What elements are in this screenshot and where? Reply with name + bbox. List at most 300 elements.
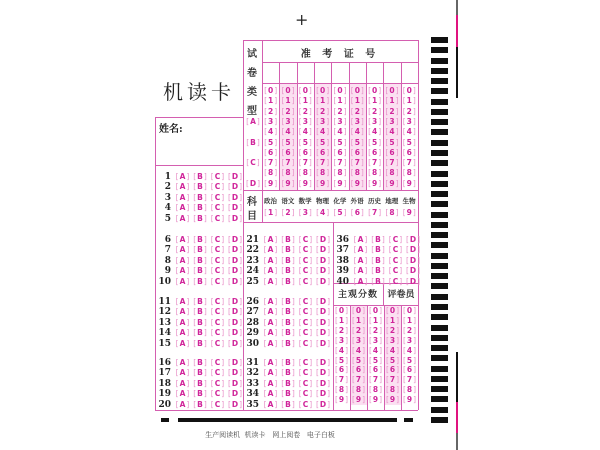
admission-digit-bubble[interactable]: [ 3 ] (349, 117, 366, 127)
answer-bubble-C[interactable]: [ C ] (209, 203, 226, 213)
answer-bubble-D[interactable]: [ D ] (315, 358, 332, 368)
admission-digit-bubble[interactable]: [ 7 ] (349, 158, 366, 168)
subject-bubble[interactable]: [ 8 ] (383, 208, 400, 218)
answer-bubble-C[interactable]: [ C ] (297, 307, 314, 317)
score-digit-bubble[interactable]: [ 7 ] (333, 375, 350, 385)
admission-digit-bubble[interactable]: [ 7 ] (297, 158, 314, 168)
answer-bubble-B[interactable]: [ B ] (280, 245, 297, 255)
admission-digit-bubble[interactable]: [ 7 ] (331, 158, 348, 168)
answer-bubble-B[interactable]: [ B ] (192, 172, 209, 182)
score-digit-bubble[interactable]: [ 3 ] (384, 336, 401, 346)
answer-bubble-A[interactable]: [ A ] (174, 389, 191, 399)
answer-bubble-B[interactable]: [ B ] (192, 368, 209, 378)
answer-bubble-C[interactable]: [ C ] (297, 256, 314, 266)
answer-bubble-C[interactable]: [ C ] (297, 245, 314, 255)
score-digit-bubble[interactable]: [ 1 ] (367, 316, 384, 326)
answer-bubble-C[interactable]: [ C ] (209, 182, 226, 192)
answer-bubble-B[interactable]: [ B ] (192, 182, 209, 192)
answer-bubble-D[interactable]: [ D ] (227, 339, 244, 349)
admission-digit-bubble[interactable]: [ 4 ] (401, 127, 418, 137)
answer-bubble-A[interactable]: [ A ] (262, 400, 279, 410)
admission-digit-bubble[interactable]: [ 3 ] (401, 117, 418, 127)
answer-bubble-A[interactable]: [ A ] (174, 339, 191, 349)
answer-bubble-C[interactable]: [ C ] (387, 256, 404, 266)
score-digit-bubble[interactable]: [ 5 ] (333, 356, 350, 366)
answer-bubble-D[interactable]: [ D ] (405, 266, 422, 276)
answer-bubble-A[interactable]: [ A ] (174, 328, 191, 338)
score-digit-bubble[interactable]: [ 1 ] (350, 316, 367, 326)
admission-digit-bubble[interactable]: [ 3 ] (279, 117, 296, 127)
answer-bubble-D[interactable]: [ D ] (315, 297, 332, 307)
answer-bubble-A[interactable]: [ A ] (262, 328, 279, 338)
score-digit-bubble[interactable]: [ 8 ] (350, 385, 367, 395)
answer-bubble-B[interactable]: [ B ] (192, 277, 209, 287)
score-digit-bubble[interactable]: [ 1 ] (401, 316, 418, 326)
answer-bubble-D[interactable]: [ D ] (315, 389, 332, 399)
answer-bubble-B[interactable]: [ B ] (192, 328, 209, 338)
admission-digit-bubble[interactable]: [ 1 ] (366, 96, 383, 106)
answer-bubble-A[interactable]: [ A ] (174, 245, 191, 255)
answer-bubble-C[interactable]: [ C ] (209, 172, 226, 182)
admission-digit-bubble[interactable]: [ 6 ] (366, 148, 383, 158)
answer-bubble-D[interactable]: [ D ] (315, 318, 332, 328)
admission-digit-bubble[interactable]: [ 8 ] (383, 168, 400, 178)
answer-bubble-D[interactable]: [ D ] (405, 256, 422, 266)
admission-digit-bubble[interactable]: [ 9 ] (331, 179, 348, 189)
answer-bubble-B[interactable]: [ B ] (280, 277, 297, 287)
answer-bubble-B[interactable]: [ B ] (192, 203, 209, 213)
admission-digit-bubble[interactable]: [ 5 ] (401, 138, 418, 148)
admission-digit-bubble[interactable]: [ 5 ] (366, 138, 383, 148)
answer-bubble-D[interactable]: [ D ] (315, 277, 332, 287)
admission-digit-bubble[interactable]: [ 1 ] (262, 96, 279, 106)
answer-bubble-C[interactable]: [ C ] (297, 339, 314, 349)
answer-bubble-C[interactable]: [ C ] (297, 379, 314, 389)
admission-digit-bubble[interactable]: [ 2 ] (279, 107, 296, 117)
admission-digit-bubble[interactable]: [ 7 ] (366, 158, 383, 168)
answer-bubble-A[interactable]: [ A ] (352, 245, 369, 255)
admission-digit-bubble[interactable]: [ 8 ] (262, 168, 279, 178)
answer-bubble-B[interactable]: [ B ] (192, 379, 209, 389)
answer-bubble-C[interactable]: [ C ] (297, 368, 314, 378)
admission-digit-bubble[interactable]: [ 5 ] (314, 138, 331, 148)
admission-digit-bubble[interactable]: [ 0 ] (314, 86, 331, 96)
score-digit-bubble[interactable]: [ 1 ] (333, 316, 350, 326)
score-digit-bubble[interactable]: [ 4 ] (384, 346, 401, 356)
answer-bubble-A[interactable]: [ A ] (174, 307, 191, 317)
answer-bubble-B[interactable]: [ B ] (192, 235, 209, 245)
answer-bubble-B[interactable]: [ B ] (192, 389, 209, 399)
admission-digit-bubble[interactable]: [ 8 ] (314, 168, 331, 178)
admission-digit-bubble[interactable]: [ 9 ] (401, 179, 418, 189)
admission-digit-bubble[interactable]: [ 2 ] (297, 107, 314, 117)
answer-bubble-C[interactable]: [ C ] (209, 245, 226, 255)
admission-digit-bubble[interactable]: [ 5 ] (279, 138, 296, 148)
answer-bubble-B[interactable]: [ B ] (370, 256, 387, 266)
admission-digit-bubble[interactable]: [ 3 ] (314, 117, 331, 127)
answer-bubble-C[interactable]: [ C ] (209, 277, 226, 287)
admission-digit-bubble[interactable]: [ 0 ] (366, 86, 383, 96)
answer-bubble-C[interactable]: [ C ] (209, 400, 226, 410)
answer-bubble-D[interactable]: [ D ] (315, 339, 332, 349)
answer-bubble-C[interactable]: [ C ] (209, 389, 226, 399)
answer-bubble-A[interactable]: [ A ] (352, 277, 369, 287)
admission-digit-bubble[interactable]: [ 3 ] (297, 117, 314, 127)
answer-bubble-A[interactable]: [ A ] (262, 266, 279, 276)
admission-digit-bubble[interactable]: [ 0 ] (349, 86, 366, 96)
admission-digit-bubble[interactable]: [ 2 ] (401, 107, 418, 117)
answer-bubble-A[interactable]: [ A ] (174, 193, 191, 203)
answer-bubble-D[interactable]: [ D ] (227, 182, 244, 192)
answer-bubble-D[interactable]: [ D ] (227, 277, 244, 287)
subject-bubble[interactable]: [ 4 ] (314, 208, 331, 218)
subject-bubble[interactable]: [ 3 ] (297, 208, 314, 218)
answer-bubble-C[interactable]: [ C ] (297, 328, 314, 338)
answer-bubble-B[interactable]: [ B ] (280, 307, 297, 317)
admission-digit-bubble[interactable]: [ 0 ] (331, 86, 348, 96)
answer-bubble-B[interactable]: [ B ] (192, 245, 209, 255)
answer-bubble-D[interactable]: [ D ] (315, 245, 332, 255)
subject-bubble[interactable]: [ 6 ] (349, 208, 366, 218)
answer-bubble-C[interactable]: [ C ] (209, 297, 226, 307)
answer-bubble-D[interactable]: [ D ] (315, 379, 332, 389)
answer-bubble-D[interactable]: [ D ] (227, 400, 244, 410)
answer-bubble-D[interactable]: [ D ] (315, 256, 332, 266)
answer-bubble-C[interactable]: [ C ] (209, 193, 226, 203)
answer-bubble-D[interactable]: [ D ] (227, 368, 244, 378)
admission-digit-bubble[interactable]: [ 0 ] (383, 86, 400, 96)
answer-bubble-A[interactable]: [ A ] (262, 307, 279, 317)
admission-digit-bubble[interactable]: [ 9 ] (314, 179, 331, 189)
admission-digit-bubble[interactable]: [ 6 ] (383, 148, 400, 158)
score-digit-bubble[interactable]: [ 6 ] (401, 365, 418, 375)
answer-bubble-D[interactable]: [ D ] (227, 172, 244, 182)
admission-digit-bubble[interactable]: [ 6 ] (297, 148, 314, 158)
score-digit-bubble[interactable]: [ 7 ] (384, 375, 401, 385)
answer-bubble-A[interactable]: [ A ] (352, 235, 369, 245)
answer-bubble-D[interactable]: [ D ] (227, 193, 244, 203)
answer-bubble-C[interactable]: [ C ] (387, 235, 404, 245)
exam-type-bubble-D[interactable]: [ D ] (244, 179, 262, 189)
admission-digit-bubble[interactable]: [ 8 ] (297, 168, 314, 178)
answer-bubble-D[interactable]: [ D ] (227, 389, 244, 399)
answer-bubble-D[interactable]: [ D ] (227, 266, 244, 276)
answer-bubble-C[interactable]: [ C ] (209, 256, 226, 266)
score-digit-bubble[interactable]: [ 9 ] (401, 395, 418, 405)
answer-bubble-A[interactable]: [ A ] (174, 277, 191, 287)
answer-bubble-D[interactable]: [ D ] (405, 245, 422, 255)
score-digit-bubble[interactable]: [ 8 ] (367, 385, 384, 395)
answer-bubble-C[interactable]: [ C ] (209, 379, 226, 389)
answer-bubble-B[interactable]: [ B ] (192, 318, 209, 328)
answer-bubble-A[interactable]: [ A ] (174, 182, 191, 192)
admission-digit-bubble[interactable]: [ 6 ] (279, 148, 296, 158)
answer-bubble-C[interactable]: [ C ] (387, 245, 404, 255)
answer-bubble-A[interactable]: [ A ] (174, 203, 191, 213)
exam-type-bubble-C[interactable]: [ C ] (244, 158, 262, 168)
answer-bubble-B[interactable]: [ B ] (192, 266, 209, 276)
admission-digit-bubble[interactable]: [ 4 ] (297, 127, 314, 137)
answer-bubble-A[interactable]: [ A ] (352, 256, 369, 266)
answer-bubble-A[interactable]: [ A ] (174, 379, 191, 389)
answer-bubble-A[interactable]: [ A ] (174, 256, 191, 266)
answer-bubble-D[interactable]: [ D ] (315, 400, 332, 410)
admission-digit-bubble[interactable]: [ 4 ] (279, 127, 296, 137)
answer-bubble-D[interactable]: [ D ] (405, 235, 422, 245)
answer-bubble-C[interactable]: [ C ] (297, 277, 314, 287)
answer-bubble-A[interactable]: [ A ] (262, 379, 279, 389)
admission-digit-bubble[interactable]: [ 1 ] (314, 96, 331, 106)
answer-bubble-B[interactable]: [ B ] (280, 400, 297, 410)
answer-bubble-C[interactable]: [ C ] (209, 235, 226, 245)
answer-bubble-B[interactable]: [ B ] (370, 266, 387, 276)
answer-bubble-C[interactable]: [ C ] (209, 328, 226, 338)
admission-digit-bubble[interactable]: [ 4 ] (331, 127, 348, 137)
admission-digit-bubble[interactable]: [ 0 ] (401, 86, 418, 96)
answer-bubble-B[interactable]: [ B ] (192, 256, 209, 266)
admission-digit-bubble[interactable]: [ 9 ] (297, 179, 314, 189)
exam-type-bubble-B[interactable]: [ B ] (244, 138, 262, 148)
answer-bubble-A[interactable]: [ A ] (262, 297, 279, 307)
answer-bubble-C[interactable]: [ C ] (387, 277, 404, 287)
answer-bubble-A[interactable]: [ A ] (262, 318, 279, 328)
score-digit-bubble[interactable]: [ 5 ] (401, 356, 418, 366)
answer-bubble-A[interactable]: [ A ] (262, 245, 279, 255)
admission-digit-bubble[interactable]: [ 6 ] (314, 148, 331, 158)
score-digit-bubble[interactable]: [ 6 ] (333, 365, 350, 375)
answer-bubble-B[interactable]: [ B ] (280, 339, 297, 349)
answer-bubble-D[interactable]: [ D ] (227, 245, 244, 255)
subject-bubble[interactable]: [ 1 ] (262, 208, 279, 218)
admission-digit-bubble[interactable]: [ 9 ] (279, 179, 296, 189)
answer-bubble-D[interactable]: [ D ] (227, 214, 244, 224)
admission-digit-bubble[interactable]: [ 9 ] (349, 179, 366, 189)
score-digit-bubble[interactable]: [ 5 ] (367, 356, 384, 366)
score-digit-bubble[interactable]: [ 4 ] (350, 346, 367, 356)
answer-bubble-C[interactable]: [ C ] (297, 235, 314, 245)
admission-digit-bubble[interactable]: [ 2 ] (383, 107, 400, 117)
admission-digit-bubble[interactable]: [ 2 ] (331, 107, 348, 117)
score-digit-bubble[interactable]: [ 2 ] (367, 326, 384, 336)
score-digit-bubble[interactable]: [ 6 ] (350, 365, 367, 375)
answer-bubble-D[interactable]: [ D ] (315, 328, 332, 338)
score-digit-bubble[interactable]: [ 1 ] (384, 316, 401, 326)
score-digit-bubble[interactable]: [ 7 ] (350, 375, 367, 385)
admission-digit-bubble[interactable]: [ 4 ] (366, 127, 383, 137)
answer-bubble-A[interactable]: [ A ] (352, 266, 369, 276)
answer-bubble-C[interactable]: [ C ] (297, 400, 314, 410)
answer-bubble-A[interactable]: [ A ] (262, 339, 279, 349)
admission-digit-bubble[interactable]: [ 0 ] (262, 86, 279, 96)
answer-bubble-B[interactable]: [ B ] (280, 235, 297, 245)
admission-digit-bubble[interactable]: [ 6 ] (401, 148, 418, 158)
score-digit-bubble[interactable]: [ 2 ] (384, 326, 401, 336)
score-digit-bubble[interactable]: [ 3 ] (367, 336, 384, 346)
admission-digit-bubble[interactable]: [ 2 ] (262, 107, 279, 117)
answer-bubble-B[interactable]: [ B ] (280, 389, 297, 399)
answer-bubble-B[interactable]: [ B ] (280, 358, 297, 368)
score-digit-bubble[interactable]: [ 8 ] (384, 385, 401, 395)
answer-bubble-D[interactable]: [ D ] (227, 256, 244, 266)
score-digit-bubble[interactable]: [ 2 ] (401, 326, 418, 336)
answer-bubble-A[interactable]: [ A ] (262, 235, 279, 245)
score-digit-bubble[interactable]: [ 2 ] (350, 326, 367, 336)
answer-bubble-A[interactable]: [ A ] (262, 358, 279, 368)
answer-bubble-A[interactable]: [ A ] (174, 235, 191, 245)
admission-digit-bubble[interactable]: [ 1 ] (297, 96, 314, 106)
answer-bubble-D[interactable]: [ D ] (315, 307, 332, 317)
admission-digit-bubble[interactable]: [ 3 ] (331, 117, 348, 127)
answer-bubble-C[interactable]: [ C ] (297, 358, 314, 368)
score-digit-bubble[interactable]: [ 4 ] (401, 346, 418, 356)
answer-bubble-C[interactable]: [ C ] (209, 318, 226, 328)
answer-bubble-B[interactable]: [ B ] (192, 358, 209, 368)
admission-digit-bubble[interactable]: [ 7 ] (262, 158, 279, 168)
admission-digit-bubble[interactable]: [ 7 ] (314, 158, 331, 168)
score-digit-bubble[interactable]: [ 3 ] (401, 336, 418, 346)
admission-digit-bubble[interactable]: [ 0 ] (279, 86, 296, 96)
admission-digit-bubble[interactable]: [ 1 ] (401, 96, 418, 106)
answer-bubble-D[interactable]: [ D ] (227, 235, 244, 245)
answer-bubble-B[interactable]: [ B ] (192, 400, 209, 410)
score-digit-bubble[interactable]: [ 9 ] (333, 395, 350, 405)
subject-bubble[interactable]: [ 7 ] (366, 208, 383, 218)
answer-bubble-B[interactable]: [ B ] (192, 214, 209, 224)
score-digit-bubble[interactable]: [ 2 ] (333, 326, 350, 336)
admission-digit-bubble[interactable]: [ 8 ] (366, 168, 383, 178)
admission-digit-bubble[interactable]: [ 3 ] (366, 117, 383, 127)
admission-digit-bubble[interactable]: [ 4 ] (314, 127, 331, 137)
exam-type-bubble-A[interactable]: [ A ] (244, 117, 262, 127)
admission-digit-bubble[interactable]: [ 7 ] (383, 158, 400, 168)
admission-digit-bubble[interactable]: [ 2 ] (366, 107, 383, 117)
score-digit-bubble[interactable]: [ 4 ] (333, 346, 350, 356)
admission-digit-bubble[interactable]: [ 6 ] (262, 148, 279, 158)
admission-digit-bubble[interactable]: [ 5 ] (349, 138, 366, 148)
answer-bubble-D[interactable]: [ D ] (315, 266, 332, 276)
admission-digit-bubble[interactable]: [ 4 ] (383, 127, 400, 137)
admission-digit-bubble[interactable]: [ 5 ] (262, 138, 279, 148)
answer-bubble-A[interactable]: [ A ] (174, 358, 191, 368)
admission-digit-bubble[interactable]: [ 3 ] (262, 117, 279, 127)
score-digit-bubble[interactable]: [ 7 ] (401, 375, 418, 385)
answer-bubble-D[interactable]: [ D ] (315, 368, 332, 378)
admission-digit-bubble[interactable]: [ 8 ] (349, 168, 366, 178)
admission-digit-bubble[interactable]: [ 7 ] (401, 158, 418, 168)
score-digit-bubble[interactable]: [ 0 ] (350, 306, 367, 316)
answer-bubble-D[interactable]: [ D ] (227, 358, 244, 368)
admission-digit-bubble[interactable]: [ 8 ] (279, 168, 296, 178)
answer-bubble-A[interactable]: [ A ] (174, 297, 191, 307)
admission-digit-bubble[interactable]: [ 6 ] (349, 148, 366, 158)
answer-bubble-C[interactable]: [ C ] (209, 339, 226, 349)
score-digit-bubble[interactable]: [ 9 ] (367, 395, 384, 405)
admission-digit-bubble[interactable]: [ 8 ] (401, 168, 418, 178)
score-digit-bubble[interactable]: [ 5 ] (384, 356, 401, 366)
subject-bubble[interactable]: [ 9 ] (401, 208, 418, 218)
answer-bubble-A[interactable]: [ A ] (174, 318, 191, 328)
score-digit-bubble[interactable]: [ 8 ] (401, 385, 418, 395)
admission-digit-bubble[interactable]: [ 8 ] (331, 168, 348, 178)
score-digit-bubble[interactable]: [ 8 ] (333, 385, 350, 395)
answer-bubble-D[interactable]: [ D ] (227, 379, 244, 389)
answer-bubble-A[interactable]: [ A ] (262, 389, 279, 399)
score-digit-bubble[interactable]: [ 6 ] (384, 365, 401, 375)
admission-digit-bubble[interactable]: [ 5 ] (297, 138, 314, 148)
answer-bubble-B[interactable]: [ B ] (192, 339, 209, 349)
answer-bubble-B[interactable]: [ B ] (192, 193, 209, 203)
answer-bubble-A[interactable]: [ A ] (262, 277, 279, 287)
answer-bubble-C[interactable]: [ C ] (297, 297, 314, 307)
score-digit-bubble[interactable]: [ 0 ] (384, 306, 401, 316)
score-digit-bubble[interactable]: [ 5 ] (350, 356, 367, 366)
answer-bubble-B[interactable]: [ B ] (280, 266, 297, 276)
score-digit-bubble[interactable]: [ 7 ] (367, 375, 384, 385)
answer-bubble-B[interactable]: [ B ] (280, 368, 297, 378)
admission-digit-bubble[interactable]: [ 6 ] (331, 148, 348, 158)
score-digit-bubble[interactable]: [ 9 ] (350, 395, 367, 405)
admission-digit-bubble[interactable]: [ 7 ] (279, 158, 296, 168)
answer-bubble-B[interactable]: [ B ] (370, 235, 387, 245)
admission-digit-bubble[interactable]: [ 1 ] (383, 96, 400, 106)
answer-bubble-B[interactable]: [ B ] (370, 245, 387, 255)
answer-bubble-A[interactable]: [ A ] (262, 368, 279, 378)
answer-bubble-B[interactable]: [ B ] (280, 256, 297, 266)
answer-bubble-D[interactable]: [ D ] (227, 328, 244, 338)
answer-bubble-B[interactable]: [ B ] (192, 297, 209, 307)
answer-bubble-A[interactable]: [ A ] (174, 172, 191, 182)
answer-bubble-D[interactable]: [ D ] (405, 277, 422, 287)
admission-digit-bubble[interactable]: [ 4 ] (262, 127, 279, 137)
answer-bubble-B[interactable]: [ B ] (280, 379, 297, 389)
answer-bubble-D[interactable]: [ D ] (227, 297, 244, 307)
admission-digit-bubble[interactable]: [ 4 ] (349, 127, 366, 137)
admission-digit-bubble[interactable]: [ 5 ] (383, 138, 400, 148)
score-digit-bubble[interactable]: [ 0 ] (367, 306, 384, 316)
answer-bubble-C[interactable]: [ C ] (297, 318, 314, 328)
answer-bubble-A[interactable]: [ A ] (174, 400, 191, 410)
answer-bubble-D[interactable]: [ D ] (227, 307, 244, 317)
admission-digit-bubble[interactable]: [ 9 ] (262, 179, 279, 189)
answer-bubble-C[interactable]: [ C ] (297, 389, 314, 399)
answer-bubble-C[interactable]: [ C ] (297, 266, 314, 276)
admission-digit-bubble[interactable]: [ 2 ] (349, 107, 366, 117)
answer-bubble-A[interactable]: [ A ] (174, 368, 191, 378)
answer-bubble-A[interactable]: [ A ] (262, 256, 279, 266)
score-digit-bubble[interactable]: [ 3 ] (333, 336, 350, 346)
score-digit-bubble[interactable]: [ 0 ] (333, 306, 350, 316)
answer-bubble-A[interactable]: [ A ] (174, 214, 191, 224)
answer-bubble-D[interactable]: [ D ] (227, 318, 244, 328)
admission-digit-bubble[interactable]: [ 1 ] (349, 96, 366, 106)
subject-bubble[interactable]: [ 2 ] (279, 208, 296, 218)
answer-bubble-B[interactable]: [ B ] (280, 297, 297, 307)
answer-bubble-C[interactable]: [ C ] (209, 307, 226, 317)
admission-digit-bubble[interactable]: [ 5 ] (331, 138, 348, 148)
answer-bubble-D[interactable]: [ D ] (315, 235, 332, 245)
score-digit-bubble[interactable]: [ 6 ] (367, 365, 384, 375)
answer-bubble-A[interactable]: [ A ] (174, 266, 191, 276)
answer-bubble-C[interactable]: [ C ] (209, 214, 226, 224)
answer-bubble-C[interactable]: [ C ] (387, 266, 404, 276)
admission-digit-bubble[interactable]: [ 1 ] (331, 96, 348, 106)
answer-bubble-C[interactable]: [ C ] (209, 266, 226, 276)
admission-digit-bubble[interactable]: [ 0 ] (297, 86, 314, 96)
answer-bubble-D[interactable]: [ D ] (227, 203, 244, 213)
admission-digit-bubble[interactable]: [ 3 ] (383, 117, 400, 127)
admission-digit-bubble[interactable]: [ 1 ] (279, 96, 296, 106)
subject-bubble[interactable]: [ 5 ] (331, 208, 348, 218)
